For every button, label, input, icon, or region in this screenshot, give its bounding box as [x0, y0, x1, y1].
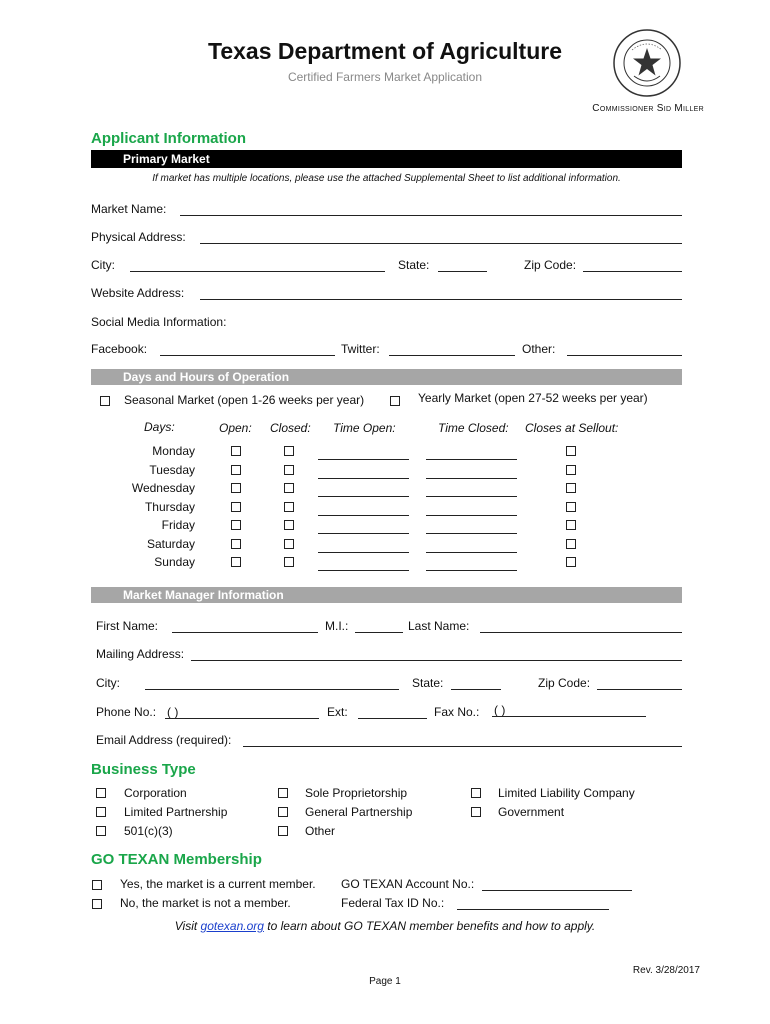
seasonal-market-label: Seasonal Market (open 1-26 weeks per year) — [124, 393, 365, 407]
market-name-label: Market Name: — [91, 202, 167, 216]
day-label-saturday: Saturday — [146, 536, 195, 551]
tuesday-closed-checkbox[interactable] — [284, 465, 294, 475]
physical-address-field[interactable] — [200, 243, 682, 244]
supplemental-note: If market has multiple locations, please use the attached Supplemental Sheet to list additional information. — [152, 173, 621, 184]
friday-time-closed-field[interactable] — [426, 533, 517, 534]
wednesday-time-closed-field[interactable] — [426, 496, 517, 497]
business-corporation-checkbox[interactable] — [96, 788, 106, 798]
facebook-field[interactable] — [160, 355, 335, 356]
sunday-sellout-checkbox[interactable] — [566, 557, 576, 567]
seasonal-market-checkbox[interactable] — [100, 396, 110, 406]
business-government-checkbox[interactable] — [471, 807, 481, 817]
friday-open-checkbox[interactable] — [231, 520, 241, 530]
commissioner-name: Commissioner Sid Miller — [592, 103, 704, 114]
city-field[interactable] — [130, 271, 385, 272]
tuesday-time-closed-field[interactable] — [426, 478, 517, 479]
federal-tax-id-field[interactable] — [457, 909, 609, 910]
federal-tax-id-label: Federal Tax ID No.: — [341, 896, 445, 910]
friday-sellout-checkbox[interactable] — [566, 520, 576, 530]
social-media-label: Social Media Information: — [91, 315, 227, 329]
wednesday-closed-checkbox[interactable] — [284, 483, 294, 493]
days-column-header: Days: — [144, 420, 175, 434]
wednesday-time-open-field[interactable] — [318, 496, 409, 497]
sunday-time-open-field[interactable] — [318, 570, 409, 571]
business-501-c-3-label: 501(c)(3) — [124, 824, 173, 838]
primary-market-label: Primary Market — [123, 152, 210, 166]
business-501-c-3-checkbox[interactable] — [96, 826, 106, 836]
tda-seal-icon — [612, 28, 682, 98]
mi-field[interactable] — [355, 632, 403, 633]
business-sole-proprietorship-checkbox[interactable] — [278, 788, 288, 798]
manager-zip-label: Zip Code: — [538, 676, 591, 690]
website-field[interactable] — [200, 299, 682, 300]
business-corporation-label: Corporation — [124, 786, 187, 800]
gotexan-account-field[interactable] — [482, 890, 632, 891]
day-label-sunday: Sunday — [154, 555, 195, 569]
sunday-open-checkbox[interactable] — [231, 557, 241, 567]
phone-area-code: ( ) — [167, 705, 179, 719]
sunday-closed-checkbox[interactable] — [284, 557, 294, 567]
day-label-monday: Monday — [152, 444, 195, 458]
last-name-field[interactable] — [480, 632, 682, 633]
open-column-header: Open: — [219, 421, 252, 435]
saturday-sellout-checkbox[interactable] — [566, 539, 576, 549]
gotexan-yes-label: Yes, the market is a current member. — [120, 877, 316, 891]
days-hours-label: Days and Hours of Operation — [123, 370, 290, 384]
facebook-label: Facebook: — [91, 342, 148, 356]
wednesday-open-checkbox[interactable] — [231, 483, 241, 493]
monday-time-closed-field[interactable] — [426, 459, 517, 460]
wednesday-sellout-checkbox[interactable] — [566, 483, 576, 493]
thursday-open-checkbox[interactable] — [231, 502, 241, 512]
email-field[interactable] — [243, 746, 682, 747]
time-open-column-header: Time Open: — [333, 421, 396, 435]
mi-label: M.I.: — [325, 619, 349, 633]
physical-address-label: Physical Address: — [91, 230, 186, 244]
friday-closed-checkbox[interactable] — [284, 520, 294, 530]
page-title: Texas Department of Agriculture — [207, 38, 563, 64]
business-general-partnership-label: General Partnership — [305, 805, 413, 819]
sunday-time-closed-field[interactable] — [426, 570, 517, 571]
saturday-open-checkbox[interactable] — [231, 539, 241, 549]
fax-label: Fax No.: — [434, 705, 480, 719]
day-label-wednesday: Wednesday — [131, 481, 195, 495]
thursday-time-open-field[interactable] — [318, 515, 409, 516]
phone-field[interactable] — [165, 718, 319, 719]
day-label-friday: Friday — [161, 518, 195, 532]
business-limited-liability-company-label: Limited Liability Company — [498, 786, 635, 800]
first-name-field[interactable] — [172, 632, 318, 633]
monday-sellout-checkbox[interactable] — [566, 446, 576, 456]
business-type-heading: Business Type — [91, 761, 196, 778]
day-label-tuesday: Tuesday — [149, 462, 195, 477]
twitter-field[interactable] — [389, 355, 515, 356]
thursday-closed-checkbox[interactable] — [284, 502, 294, 512]
gotexan-yes-checkbox[interactable] — [92, 880, 102, 890]
day-label-thursday: Thursday — [144, 499, 195, 514]
tuesday-sellout-checkbox[interactable] — [566, 465, 576, 475]
revision-date: Rev. 3/28/2017 — [632, 965, 700, 976]
other-social-field[interactable] — [567, 355, 682, 356]
monday-closed-checkbox[interactable] — [284, 446, 294, 456]
yearly-market-checkbox[interactable] — [390, 396, 400, 406]
mailing-address-field[interactable] — [191, 660, 682, 661]
zip-label: Zip Code: — [524, 258, 577, 272]
saturday-time-closed-field[interactable] — [426, 552, 517, 553]
gotexan-link[interactable]: gotexan.org — [200, 919, 264, 933]
thursday-time-closed-field[interactable] — [426, 515, 517, 516]
thursday-sellout-checkbox[interactable] — [566, 502, 576, 512]
email-label: Email Address (required): — [96, 733, 232, 747]
state-label: State: — [398, 258, 430, 272]
website-label: Website Address: — [91, 286, 185, 300]
tuesday-time-open-field[interactable] — [318, 478, 409, 479]
twitter-label: Twitter: — [341, 342, 380, 356]
fax-area-code: ( ) — [494, 703, 506, 717]
business-sole-proprietorship-label: Sole Proprietorship — [305, 786, 408, 800]
manager-state-field[interactable] — [451, 689, 501, 690]
visit-prefix: Visit — [174, 919, 201, 933]
visit-suffix: to learn about GO TEXAN member benefits and how to apply. — [263, 919, 596, 933]
saturday-closed-checkbox[interactable] — [284, 539, 294, 549]
manager-zip-field[interactable] — [597, 689, 682, 690]
state-field[interactable] — [438, 271, 487, 272]
other-social-label: Other: — [522, 342, 556, 356]
closed-column-header: Closed: — [270, 421, 311, 435]
phone-label: Phone No.: — [96, 705, 157, 719]
market-name-field[interactable] — [180, 215, 682, 216]
business-other-checkbox[interactable] — [278, 826, 288, 836]
ext-label: Ext: — [327, 705, 348, 719]
ext-field[interactable] — [358, 718, 427, 719]
business-limited-partnership-checkbox[interactable] — [96, 807, 106, 817]
friday-time-open-field[interactable] — [318, 533, 409, 534]
fax-field[interactable] — [492, 716, 646, 717]
business-government-label: Government — [498, 805, 565, 819]
saturday-time-open-field[interactable] — [318, 552, 409, 553]
monday-open-checkbox[interactable] — [231, 446, 241, 456]
business-limited-partnership-label: Limited Partnership — [124, 805, 228, 819]
first-name-label: First Name: — [96, 619, 159, 633]
gotexan-account-label: GO TEXAN Account No.: — [341, 877, 475, 891]
market-manager-bar — [91, 587, 682, 603]
business-general-partnership-checkbox[interactable] — [278, 807, 288, 817]
gotexan-no-label: No, the market is not a member. — [120, 896, 291, 910]
business-other-label: Other — [305, 824, 336, 838]
manager-city-label: City: — [96, 676, 120, 690]
manager-state-label: State: — [412, 676, 444, 690]
zip-field[interactable] — [583, 271, 682, 272]
city-label: City: — [91, 258, 115, 272]
visit-gotexan-text — [0, 919, 770, 933]
yearly-market-label: Yearly Market (open 27-52 weeks per year) — [418, 391, 648, 405]
form-subtitle: Certified Farmers Market Application — [287, 70, 483, 84]
last-name-label: Last Name: — [408, 619, 470, 633]
market-manager-label: Market Manager Information — [123, 588, 284, 602]
monday-time-open-field[interactable] — [318, 459, 409, 460]
applicant-information-heading: Applicant Information — [91, 130, 246, 147]
primary-market-bar — [91, 150, 682, 168]
page-number: Page 1 — [369, 976, 401, 987]
gotexan-no-checkbox[interactable] — [92, 899, 102, 909]
manager-city-field[interactable] — [145, 689, 399, 690]
mailing-address-label: Mailing Address: — [96, 647, 185, 661]
business-limited-liability-company-checkbox[interactable] — [471, 788, 481, 798]
tuesday-open-checkbox[interactable] — [231, 465, 241, 475]
gotexan-heading: GO TEXAN Membership — [91, 851, 262, 868]
sellout-column-header: Closes at Sellout: — [525, 421, 619, 435]
time-closed-column-header: Time Closed: — [438, 421, 509, 435]
days-hours-bar — [91, 369, 682, 385]
